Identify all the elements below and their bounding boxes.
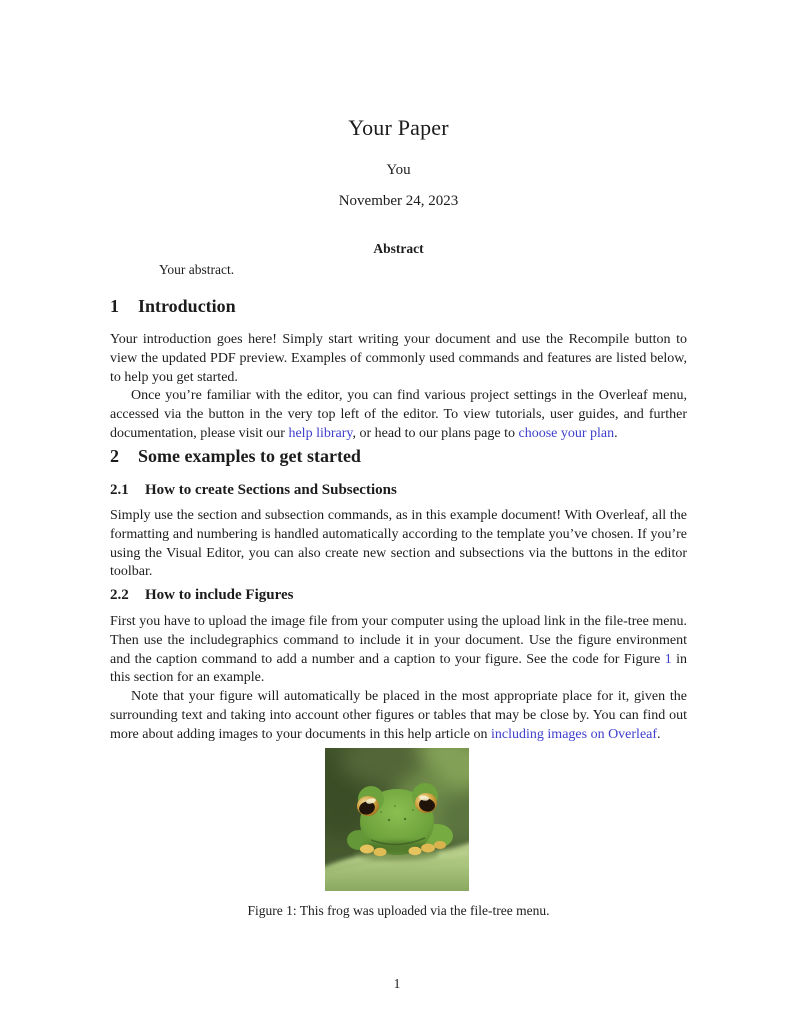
- help-library-link[interactable]: help library: [288, 425, 353, 441]
- figures-paragraph-1-text: in this section for an example.: [110, 651, 688, 686]
- intro-paragraph-2-text: Once you’re familiar with the editor, you can find various project settings in the Overleaf menu, accessed via the button in the very top left of the editor. To view tutorials, user guides, and further documentation, please visit our: [110, 388, 687, 441]
- figures-paragraph-2-text: .: [657, 726, 661, 742]
- paper-date: November 24, 2023: [338, 193, 459, 209]
- section-2-heading: [110, 446, 687, 467]
- section-2-1-number: 2.1: [110, 482, 129, 498]
- intro-paragraph-2-text: , or head to our plans page to: [352, 425, 519, 441]
- section-2-2-heading: [110, 587, 687, 604]
- figures-paragraph-2-text: Note that your figure will automatically be placed in the most appropriate place for it, given the surrounding text and taking into account other figures or tables that may be close by. You can find out more about adding images to your documents in this help article on: [110, 689, 687, 742]
- figure-1-ref-link[interactable]: 1: [664, 651, 672, 667]
- paper-author: You: [386, 162, 411, 178]
- section-1-body: [110, 331, 687, 444]
- figures-paragraph-1-text: First you have to upload the image file from your computer using the upload link in the file-tree menu. Then use the includegraphics command to include it in your document. Use the figure environment and the caption command to add a number and a caption to your figure. See the code for Figure: [110, 614, 687, 667]
- paper-title: Your Paper: [348, 115, 449, 140]
- section-2-title: Some examples to get started: [138, 446, 361, 466]
- section-2-2-title: How to include Figures: [145, 587, 294, 603]
- section-2-2-number: 2.2: [110, 587, 129, 603]
- section-1-title: Introduction: [138, 296, 236, 316]
- page-number: 1: [393, 976, 401, 991]
- section-1-heading: [110, 296, 687, 317]
- section-2-1-title: How to create Sections and Subsections: [145, 482, 397, 498]
- section-1-number: 1: [110, 296, 119, 316]
- abstract-heading: Abstract: [373, 241, 424, 256]
- intro-paragraph-1: Your introduction goes here! Simply start writing your document and use the Recompile button to view the updated PDF preview. Examples of commonly used commands and features are listed below, to help you get started.: [110, 332, 687, 385]
- figures-paragraph-1: [110, 613, 687, 688]
- section-2-1-body: [110, 507, 687, 582]
- intro-paragraph-2-text: .: [614, 425, 618, 441]
- abstract-text: Your abstract.: [159, 262, 235, 277]
- intro-paragraph-2: [110, 387, 687, 443]
- frog-figure-image: [325, 748, 469, 891]
- figures-paragraph-2: [110, 688, 687, 744]
- section-2-2-body: [110, 613, 687, 745]
- including-images-link[interactable]: including images on Overleaf: [491, 726, 658, 742]
- sections-paragraph: Simply use the section and subsection commands, as in this example document! With Overleaf, all the formatting and numbering is handled automatically according to the template you’ve chosen. If you’re using the Visual Editor, you can also create new section and subsections via the buttons in the editor toolbar.: [110, 508, 687, 580]
- section-2-1-heading: [110, 482, 687, 499]
- figure-caption: Figure 1: This frog was uploaded via the file-tree menu.: [247, 903, 550, 918]
- section-2-number: 2: [110, 446, 119, 466]
- choose-your-plan-link[interactable]: choose your plan: [518, 425, 615, 441]
